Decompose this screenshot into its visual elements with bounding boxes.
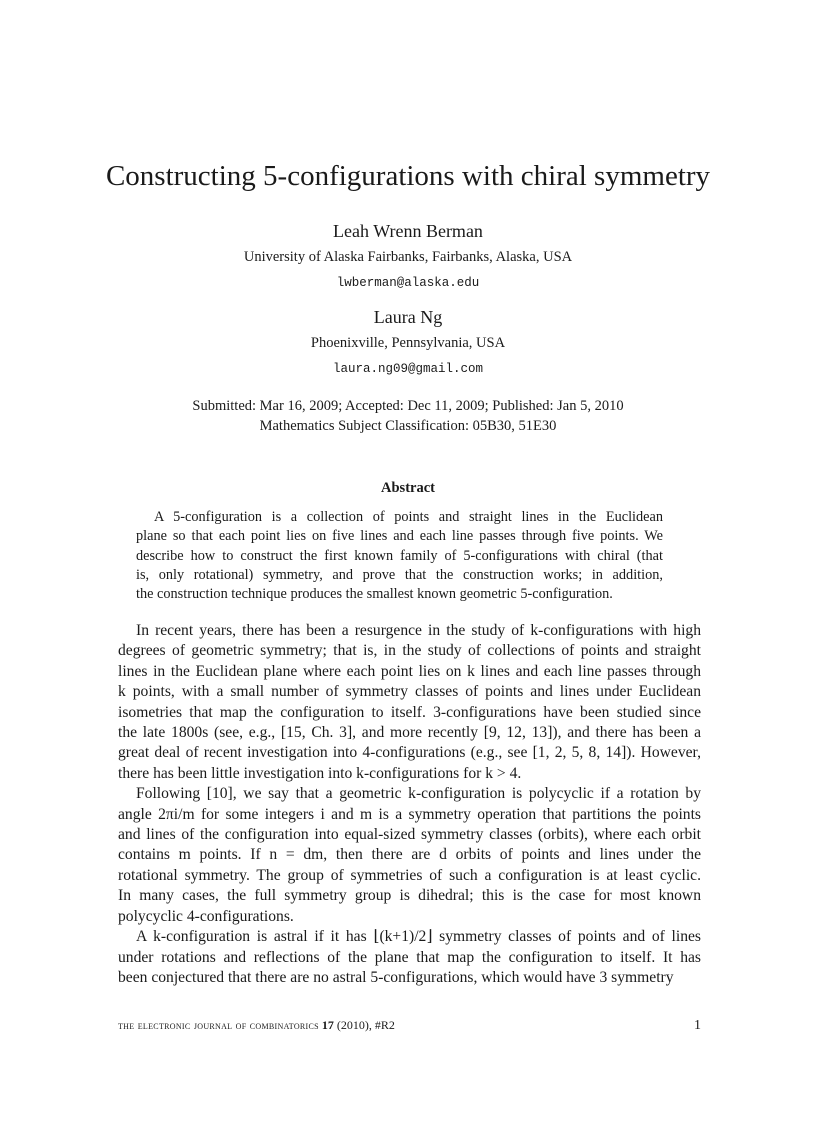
text-line: under rotations and reflections of the plane that map the configuration to itself. It has <box>118 948 701 966</box>
submission-dates: Submitted: Mar 16, 2009; Accepted: Dec 11, 2009; Published: Jan 5, 2010 <box>192 398 624 414</box>
abstract-heading: Abstract <box>381 480 435 496</box>
paragraph <box>118 784 701 927</box>
abstract-line: A 5-configuration is a collection of points and straight lines in the Euclidean <box>154 509 663 525</box>
text-line: angle 2πi/m for some integers i and m is a symmetry operation that partitions the points <box>118 805 701 823</box>
author-name: Leah Wrenn Berman <box>333 221 483 241</box>
paper-title: Constructing 5-configurations with chiral symmetry <box>105 160 711 192</box>
paragraph <box>118 621 701 784</box>
text-line: lines in the Euclidean plane where each point lies on k lines and each line passes through <box>118 662 701 680</box>
author-affiliation: University of Alaska Fairbanks, Fairbanks, Alaska, USA <box>243 249 573 265</box>
text-line: polycyclic 4-configurations. <box>118 907 294 925</box>
text-line: the late 1800s (see, e.g., [15, Ch. 3], and more recently [9, 12, 13]), and there has been a <box>118 724 701 742</box>
abstract-line: is, only rotational) symmetry, and prove that the construction works; in addition, <box>136 566 663 583</box>
text-line: contains m points. If n = dm, then there are d orbits of points and lines under the <box>118 846 701 864</box>
abstract-line: the construction technique produces the smallest known geometric 5-configuration. <box>136 586 613 603</box>
paragraph <box>118 927 701 988</box>
journal-volume: 17 <box>321 1018 334 1032</box>
page-footer <box>118 1018 701 1033</box>
text-line: k points, with a small number of symmetry classes of points and lines under Euclidean <box>118 683 701 701</box>
subject-classification: Mathematics Subject Classification: 05B30, 51E30 <box>259 418 557 434</box>
journal-name: the electronic journal of combinatorics <box>118 1018 319 1032</box>
text-line: and lines of the configuration into equal-sized symmetry classes (orbits), where each orbit <box>118 826 701 844</box>
text-line: there has been little investigation into k-configurations for k > 4. <box>118 764 522 782</box>
author-affiliation: Phoenixville, Pennsylvania, USA <box>310 335 506 351</box>
author-email[interactable]: lwberman@alaska.edu <box>336 276 480 290</box>
page-number: 1 <box>694 1018 701 1033</box>
text-line: been conjectured that there are no astral 5-configurations, which would have 3 symmetry <box>118 968 674 986</box>
body-text <box>118 621 701 988</box>
abstract-line: describe how to construct the first known family of 5-configurations with chiral (that <box>136 547 663 564</box>
text-line: In many cases, the full symmetry group is dihedral; this is the case for most known <box>118 887 701 905</box>
author-name: Laura Ng <box>373 307 443 327</box>
journal-issue: (2010), #R2 <box>336 1018 395 1032</box>
text-line: great deal of recent investigation into 4-configurations (e.g., see [1, 2, 5, 8, 14]). However, <box>118 744 701 762</box>
text-line: rotational symmetry. The group of symmetries of such a configuration is at least cyclic. <box>118 866 701 884</box>
text-line: A k-configuration is astral if it has ⌊(k+1)/2⌋ symmetry classes of points and of lines <box>136 928 701 946</box>
abstract-line: plane so that each point lies on five lines and each line passes through five points. We <box>136 528 663 545</box>
text-line: Following [10], we say that a geometric k-configuration is polycyclic if a rotation by <box>136 785 701 803</box>
abstract-body <box>136 508 663 604</box>
text-line: In recent years, there has been a resurgence in the study of k-configurations with high <box>136 622 701 639</box>
text-line: isometries that map the configuration to itself. 3-configurations have been studied since <box>118 703 701 721</box>
text-line: degrees of geometric symmetry; that is, in the study of collections of points and straight <box>118 642 701 660</box>
author-email[interactable]: laura.ng09@gmail.com <box>332 362 484 376</box>
